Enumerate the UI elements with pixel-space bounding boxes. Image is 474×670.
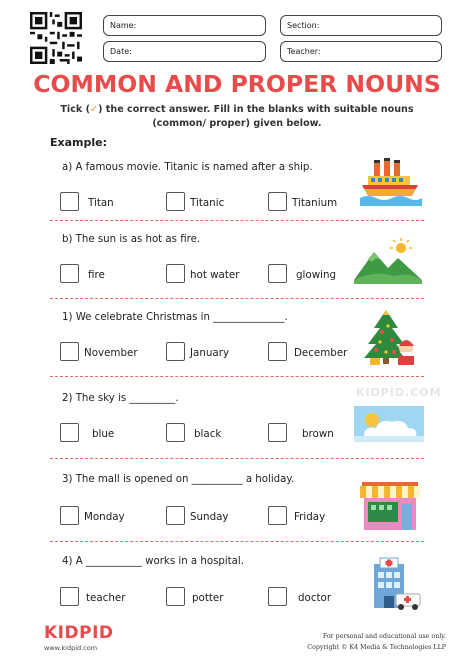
- option-label: Titan: [88, 197, 114, 209]
- footer-line2: Copyright © K4 Media & Technologies LLP: [307, 644, 446, 651]
- answer-checkbox[interactable]: [268, 192, 287, 211]
- answer-checkbox[interactable]: [60, 192, 79, 211]
- option-label: teacher: [86, 592, 126, 604]
- section-divider: [50, 376, 424, 377]
- answer-checkbox[interactable]: [60, 264, 79, 283]
- option-label: brown: [302, 428, 334, 440]
- answer-checkbox[interactable]: [166, 506, 185, 525]
- question-text: 1) We celebrate Christmas in ______________.: [62, 312, 288, 323]
- instructions-line2: (common/ proper) given below.: [152, 118, 322, 129]
- section-divider: [50, 541, 424, 542]
- logo-url: www.kidpid.com: [44, 644, 98, 652]
- example-label: Example:: [50, 136, 107, 149]
- answer-checkbox[interactable]: [268, 264, 287, 283]
- section-label: Section:: [287, 21, 320, 30]
- check-mark-icon: ✓: [90, 104, 99, 115]
- answer-checkbox[interactable]: [268, 423, 287, 442]
- answer-checkbox[interactable]: [268, 587, 287, 606]
- mountain-sun-icon: [354, 238, 422, 284]
- answer-checkbox[interactable]: [166, 264, 185, 283]
- answer-checkbox[interactable]: [60, 587, 79, 606]
- answer-checkbox[interactable]: [268, 342, 287, 361]
- qr-code: [30, 12, 82, 64]
- question-text: 2) The sky is _________.: [62, 393, 179, 404]
- option-label: doctor: [298, 592, 332, 604]
- shop-icon: [360, 480, 420, 532]
- answer-checkbox[interactable]: [166, 587, 185, 606]
- answer-checkbox[interactable]: [166, 423, 185, 442]
- section-divider: [50, 220, 424, 221]
- section-divider: [50, 298, 424, 299]
- option-label: Friday: [294, 511, 326, 523]
- instructions-line1: Tick (✓) the correct answer. Fill in the blanks with suitable nouns: [60, 104, 414, 115]
- option-label: fire: [88, 269, 105, 281]
- ship-icon: [360, 158, 422, 206]
- name-field[interactable]: [103, 15, 266, 36]
- option-label: blue: [92, 428, 115, 440]
- option-label: Titanium: [292, 197, 338, 209]
- question-text: b) The sun is as hot as fire.: [62, 234, 201, 245]
- date-label: Date:: [110, 47, 132, 56]
- date-field[interactable]: [103, 41, 266, 62]
- question-text: 3) The mall is opened on __________ a holiday.: [62, 474, 295, 485]
- option-label: hot water: [190, 269, 240, 281]
- name-label: Name:: [110, 21, 137, 30]
- christmas-tree-icon: [364, 308, 418, 366]
- hospital-icon: [362, 556, 422, 612]
- question-text: a) A famous movie. Titanic is named after a ship.: [62, 162, 313, 173]
- option-label: Titanic: [190, 197, 225, 209]
- answer-checkbox[interactable]: [60, 506, 79, 525]
- option-label: November: [84, 347, 138, 359]
- option-label: glowing: [296, 269, 337, 281]
- option-label: black: [194, 428, 222, 440]
- answer-checkbox[interactable]: [60, 423, 79, 442]
- answer-checkbox[interactable]: [268, 506, 287, 525]
- answer-checkbox[interactable]: [166, 342, 185, 361]
- question-text: 4) A ___________ works in a hospital.: [62, 556, 244, 567]
- option-label: January: [190, 347, 230, 359]
- kidpid-logo: KIDPID: [44, 623, 114, 643]
- teacher-label: Teacher:: [287, 47, 321, 56]
- answer-checkbox[interactable]: [166, 192, 185, 211]
- footer-line1: For personal and educational use only.: [322, 633, 446, 640]
- option-label: potter: [192, 592, 224, 604]
- teacher-field[interactable]: [280, 41, 442, 62]
- page-title: COMMON AND PROPER NOUNS: [33, 70, 441, 98]
- section-divider: [50, 458, 424, 459]
- option-label: December: [294, 347, 348, 359]
- option-label: Sunday: [190, 511, 229, 523]
- answer-checkbox[interactable]: [60, 342, 79, 361]
- sky-cloud-icon: [354, 406, 424, 442]
- section-field[interactable]: [280, 15, 442, 36]
- option-label: Monday: [84, 511, 125, 523]
- watermark: KIDPID.COM: [356, 386, 442, 399]
